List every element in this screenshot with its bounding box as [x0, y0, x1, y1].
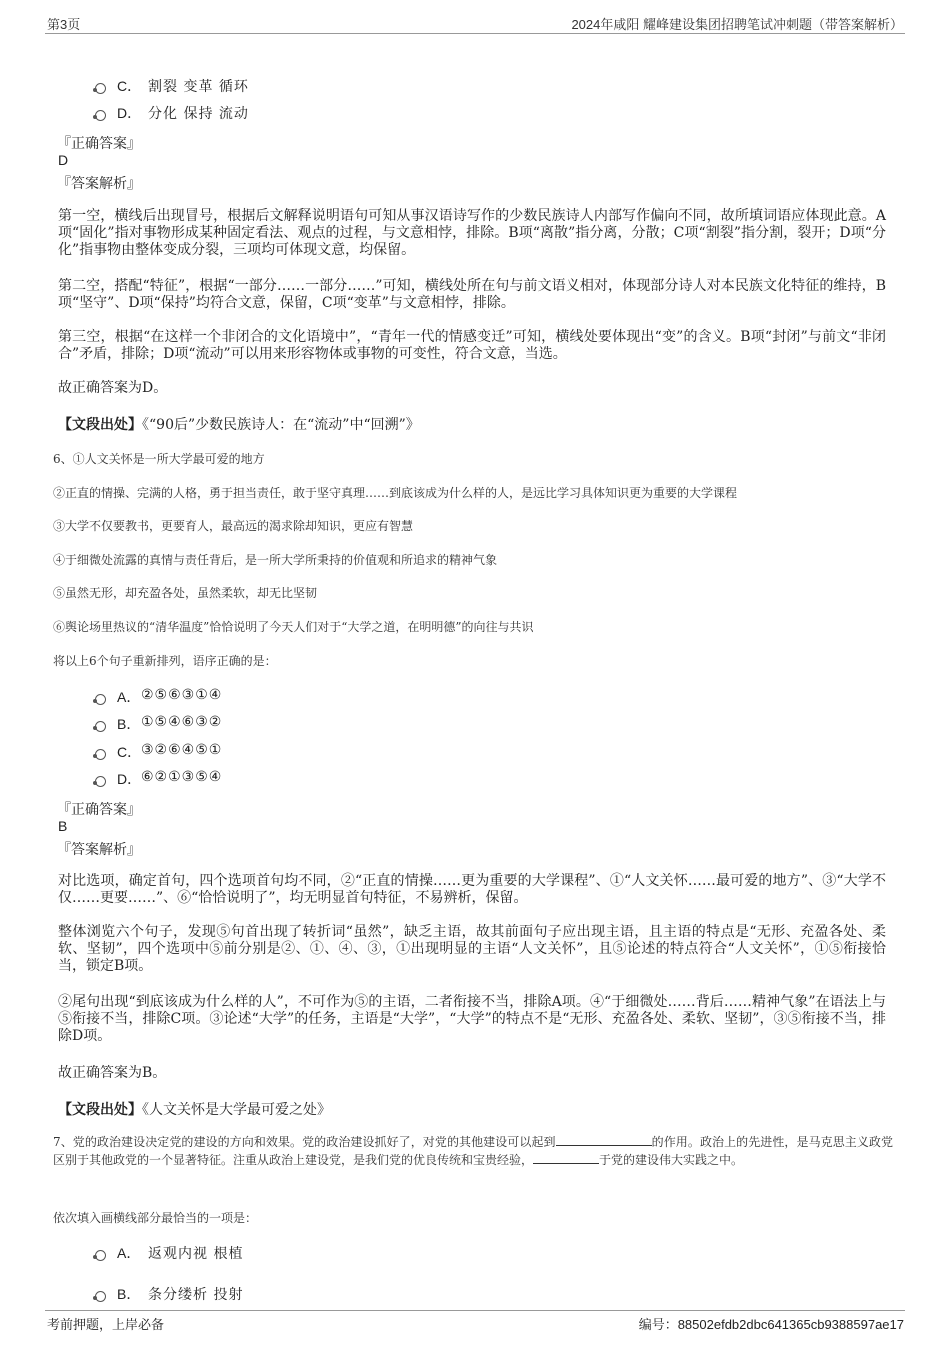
source-label: 【文段出处】 — [58, 1102, 142, 1118]
sentence-item: ④于细微处流露的真情与责任背后，是一所大学所秉持的价值观和所追求的精神气象 — [53, 553, 498, 567]
analysis-paragraph: ②尾句出现“到底该成为什么样的人”，不可作为⑤的主语，二者衔接不当，排除A项。④“于细微处……背后……精神气象”在语法上与⑤衔接不当，排除C项。③论述“大学”的任务，主语是“大学”，“大学”的特点不是“无形、充盈各处、柔软、坚韧”，③⑤衔接不当，排除D项。 — [58, 994, 886, 1044]
radio-icon[interactable] — [95, 83, 106, 94]
analysis-label: 『答案解析』 — [57, 176, 141, 192]
source-label: 【文段出处】 — [58, 417, 142, 433]
source-citation — [58, 414, 420, 434]
question-instruction: 依次填入画横线部分最恰当的一项是： — [53, 1211, 258, 1225]
sentence-item: ②正直的情操、完满的人格，勇于担当责任，敢于坚守真理……到底该成为什么样的人，是远比学习具体知识更为重要的大学课程 — [53, 486, 738, 500]
radio-icon[interactable] — [95, 749, 106, 760]
analysis-label: 『答案解析』 — [57, 842, 141, 858]
header-divider — [45, 33, 905, 34]
sentence-item: ③大学不仅要教书，更要育人，最高远的渴求除却知识，更应有智慧 — [53, 519, 414, 533]
question-instruction: 将以上6个句子重新排列，语序正确的是： — [53, 654, 277, 668]
question-stem: 6、①人文关怀是一所大学最可爱的地方 — [53, 452, 265, 466]
question-stem: 7、党的政治建设决定党的建设的方向和效果。党的政治建设抓好了，对党的其他建设可以起到 的作用。政治上的先进性，是马克思主义政党区别于其他政党的一个显著特征。注重从政治上建设党，是我们党的优良传统和宝贵经验， 于党的建设伟大实践之中。 — [53, 1135, 893, 1167]
source-title: 《人文关怀是大学最可爱之处》 — [142, 1102, 331, 1118]
footer-divider — [45, 1310, 905, 1311]
analysis-conclusion: 故正确答案为D。 — [58, 380, 168, 396]
analysis-conclusion: 故正确答案为B。 — [58, 1065, 167, 1081]
radio-icon[interactable] — [95, 694, 106, 705]
answer-label: 『正确答案』 — [57, 136, 141, 152]
radio-icon[interactable] — [95, 110, 106, 121]
radio-icon[interactable] — [95, 1291, 106, 1302]
radio-icon[interactable] — [95, 1250, 106, 1261]
radio-icon[interactable] — [95, 721, 106, 732]
source-citation — [58, 1099, 331, 1119]
footer-slogan: 考前押题，上岸必备 — [47, 1318, 165, 1333]
document-title: 2024年咸阳 耀峰建设集团招聘笔试冲刺题（带答案解析） — [571, 17, 903, 32]
fill-blank — [556, 1133, 652, 1146]
correct-answer: B — [58, 818, 68, 834]
source-title: 《“90后”少数民族诗人：在“流动”中“回溯”》 — [142, 417, 420, 433]
answer-label: 『正确答案』 — [57, 802, 141, 818]
fill-blank — [533, 1151, 599, 1164]
radio-icon[interactable] — [95, 776, 106, 787]
document-id: 编号：88502efdb2dbc641365cb9388597ae17 — [638, 1317, 904, 1332]
analysis-paragraph: 整体浏览六个句子，发现⑤句首出现了转折词“虽然”，缺乏主语，故其前面句子应出现主语，且主语的特点是“无形、充盈各处、柔软、坚韧”，四个选项中⑤前分别是②、①、④、③，①出现明显的主语“人文关怀”，且⑤论述的特点符合“人文关怀”，①⑤衔接恰当，锁定B项。 — [58, 924, 886, 974]
page-number: 第3页 — [47, 17, 81, 32]
analysis-paragraph: 第三空，根据“在这样一个非闭合的文化语境中”，“青年一代的情感变迁”可知，横线处要体现出“变”的含义。B项“封闭”与前文“非闭合”矛盾，排除；D项“流动”可以用来形容物体或事物的可变性，符合文意，当选。 — [58, 329, 886, 362]
sentence-item: ⑥舆论场里热议的“清华温度”恰恰说明了今天人们对于“大学之道，在明明德”的向往与共识 — [53, 620, 534, 634]
analysis-paragraph: 第一空，横线后出现冒号，根据后文解释说明语句可知从事汉语诗写作的少数民族诗人内部写作偏向不同，故所填词语应体现此意。A项“固化”指对事物形成某种固定看法、观点的过程，与文意相悖，排除。B项“离散”指分离，分散；C项“割裂”指分割，裂开；D项“分化”指事物由整体变成分裂，三项均可体现文意，均保留。 — [58, 208, 886, 258]
correct-answer: D — [58, 152, 69, 168]
sentence-item: ⑤虽然无形，却充盈各处，虽然柔软，却无比坚韧 — [53, 586, 318, 600]
analysis-paragraph: 对比选项，确定首句，四个选项首句均不同，②“正直的情操……更为重要的大学课程”、①“人文关怀……最可爱的地方”、③“大学不仅……更要……”、⑥“恰恰说明了”，均无明显首句特征，不易辨析，保留。 — [58, 873, 886, 906]
analysis-paragraph: 第二空，搭配“特征”，根据“一部分……一部分……”可知，横线处所在句与前文语义相对，体现部分诗人对本民族文化特征的维持，B项“坚守”、D项“保持”均符合文意，保留，C项“变革”与文意相悖，排除。 — [58, 278, 886, 311]
